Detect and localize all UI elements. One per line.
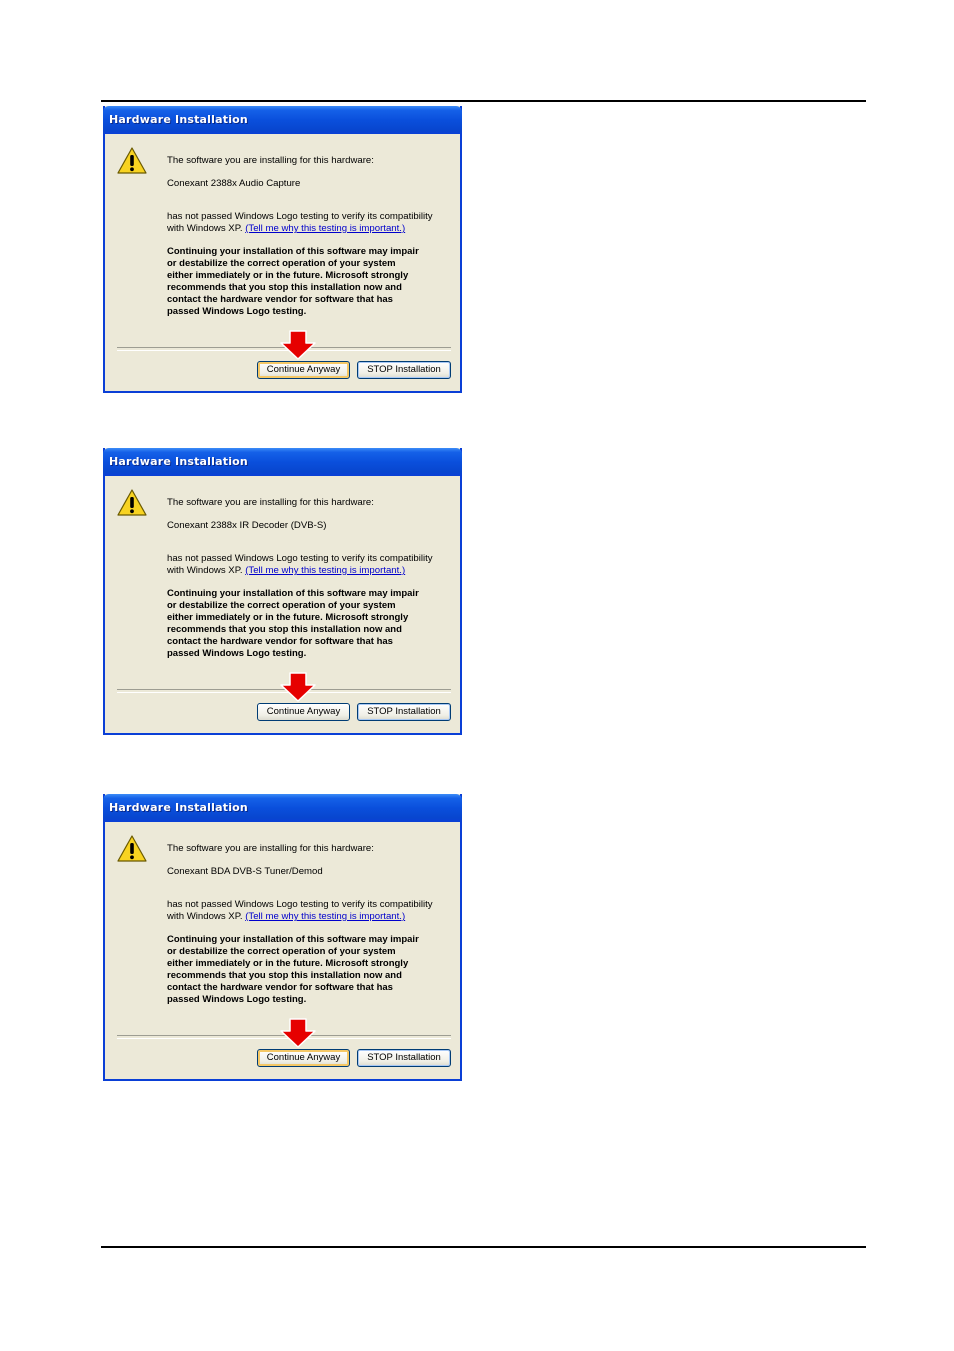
warning-line: or destabilize the correct operation of your system <box>167 946 396 957</box>
continue-anyway-button[interactable]: Continue Anyway <box>257 361 350 379</box>
warning-line: passed Windows Logo testing. <box>167 994 307 1005</box>
logo-testing-line2: with Windows XP. <box>167 565 246 576</box>
stop-installation-button[interactable]: STOP Installation <box>357 361 451 379</box>
dialog-title: Hardware Installation <box>109 113 248 126</box>
intro-text: The software you are installing for this hardware: <box>167 843 374 854</box>
warning-text <box>167 588 457 660</box>
warning-line: recommends that you stop this installation now and <box>167 282 402 293</box>
logo-testing-line1: has not passed Windows Logo testing to verify its compatibility <box>167 899 433 910</box>
device-name: Conexant 2388x Audio Capture <box>167 178 301 189</box>
logo-testing-line2: with Windows XP. <box>167 223 246 234</box>
hardware-installation-dialog-ir-decoder <box>103 448 462 735</box>
warning-line: passed Windows Logo testing. <box>167 648 307 659</box>
warning-line: either immediately or in the future. Microsoft strongly <box>167 270 409 281</box>
dialog-title: Hardware Installation <box>109 801 248 814</box>
warning-line: Continuing your installation of this software may impair <box>167 588 419 599</box>
footer-rule <box>101 1246 866 1248</box>
tell-me-why-link[interactable]: (Tell me why this testing is important.) <box>245 565 406 576</box>
logo-testing-line2: with Windows XP. <box>167 911 246 922</box>
device-name: Conexant 2388x IR Decoder (DVB-S) <box>167 520 327 531</box>
warning-icon <box>117 489 147 517</box>
title-bar[interactable] <box>103 448 462 476</box>
warning-line: contact the hardware vendor for software that has <box>167 294 393 305</box>
intro-text: The software you are installing for this hardware: <box>167 155 374 166</box>
title-bar[interactable] <box>103 106 462 134</box>
tell-me-why-link[interactable]: (Tell me why this testing is important.) <box>245 911 406 922</box>
stop-installation-button[interactable]: STOP Installation <box>357 1049 451 1067</box>
continue-anyway-button[interactable]: Continue Anyway <box>257 1049 350 1067</box>
warning-line: or destabilize the correct operation of your system <box>167 600 396 611</box>
header-rule <box>101 100 866 102</box>
warning-line: Continuing your installation of this software may impair <box>167 934 419 945</box>
tell-me-why-link[interactable]: (Tell me why this testing is important.) <box>245 223 406 234</box>
red-down-arrow-icon <box>280 672 316 702</box>
red-down-arrow-icon <box>280 1018 316 1048</box>
warning-line: recommends that you stop this installation now and <box>167 970 402 981</box>
logo-testing-line1: has not passed Windows Logo testing to verify its compatibility <box>167 553 433 564</box>
warning-line: contact the hardware vendor for software that has <box>167 636 393 647</box>
warning-icon <box>117 147 147 175</box>
dialog-title: Hardware Installation <box>109 455 248 468</box>
warning-line: recommends that you stop this installation now and <box>167 624 402 635</box>
warning-text <box>167 246 457 318</box>
warning-line: passed Windows Logo testing. <box>167 306 307 317</box>
warning-line: either immediately or in the future. Microsoft strongly <box>167 958 409 969</box>
warning-icon <box>117 835 147 863</box>
warning-line: contact the hardware vendor for software that has <box>167 982 393 993</box>
continue-anyway-button[interactable]: Continue Anyway <box>257 703 350 721</box>
warning-line: Continuing your installation of this software may impair <box>167 246 419 257</box>
logo-testing-text <box>167 899 457 923</box>
logo-testing-text <box>167 553 457 577</box>
warning-text <box>167 934 457 1006</box>
warning-line: or destabilize the correct operation of your system <box>167 258 396 269</box>
intro-text: The software you are installing for this hardware: <box>167 497 374 508</box>
hardware-installation-dialog-bda-tuner <box>103 794 462 1081</box>
warning-line: either immediately or in the future. Microsoft strongly <box>167 612 409 623</box>
hardware-installation-dialog-audio-capture <box>103 106 462 393</box>
logo-testing-line1: has not passed Windows Logo testing to verify its compatibility <box>167 211 433 222</box>
logo-testing-text <box>167 211 457 235</box>
red-down-arrow-icon <box>280 330 316 360</box>
stop-installation-button[interactable]: STOP Installation <box>357 703 451 721</box>
device-name: Conexant BDA DVB-S Tuner/Demod <box>167 866 323 877</box>
title-bar[interactable] <box>103 794 462 822</box>
